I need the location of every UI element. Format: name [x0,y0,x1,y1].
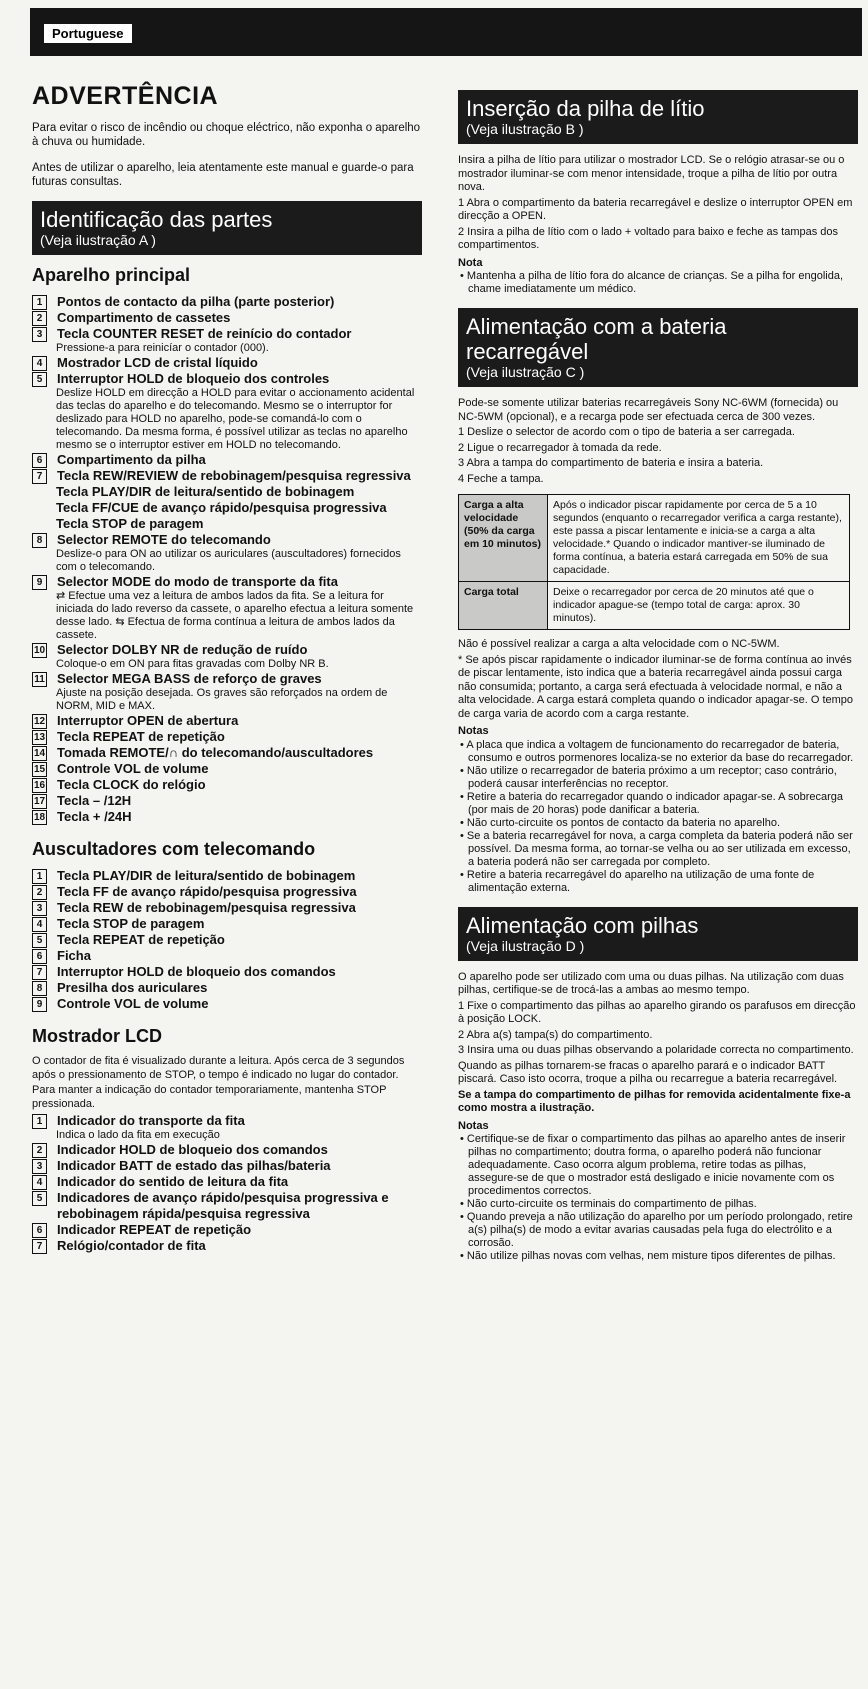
lcd-heading: Mostrador LCD [32,1026,162,1046]
right-column [458,90,858,1263]
headphones-item [32,932,422,948]
batteries-notes-title: Notas [458,1119,489,1132]
note-text: Retire a bateria recarregável do aparelho na utilização de uma fonte de alimentação externa. [466,868,815,894]
main-unit-item [32,310,422,326]
identification-banner [32,201,422,255]
lcd-item [32,1174,422,1190]
headphones-item [32,996,422,1012]
rechargeable-banner [458,308,858,387]
lithium-title: Inserção da pilha de lítio [466,96,705,121]
headphones-item [32,868,422,884]
lithium-step: 1 Abra o compartimento da bateria recarregável e deslize o interruptor OPEN em direcção a OPEN. [458,196,853,222]
lithium-banner [458,90,858,144]
main-unit-item [32,452,422,468]
headphones-item [32,964,422,980]
item-label: Mostrador LCD de cristal líquido [57,355,258,370]
charge-table-label: Carga total [459,582,548,630]
item-subline: Tecla STOP de paragem [56,516,204,531]
item-number-box: 6 [32,949,47,964]
item-label: Tecla REPEAT de repetição [57,932,225,947]
note-bullet: • Não utilize o recarregador de bateria próximo a um receptor; caso contrário, poderá causar interferências no receptor. [460,764,837,790]
item-number-box: 12 [33,716,46,727]
note-bullet: • Não utilize pilhas novas com velhas, nem misture tipos diferentes de pilhas. [460,1250,836,1262]
item-label: Tecla REPEAT de repetição [57,729,225,744]
item-number-box: 6 [32,453,47,468]
main-unit-item [32,468,422,532]
main-unit-item [32,294,422,310]
item-label: Tecla FF de avanço rápido/pesquisa progressiva [57,884,357,899]
item-label: Tecla + /24H [57,809,132,824]
item-label: Relógio/contador de fita [57,1238,206,1253]
rechargeable-step: 2 Ligue o recarregador à tomada da rede. [458,441,662,454]
lcd-item [32,1158,422,1174]
item-label: Indicadores de avanço rápido/pesquisa progressiva e rebobinagem rápida/pesquisa regressiva [57,1190,389,1221]
item-number-box: 8 [32,981,47,996]
item-description: Coloque-o em ON para fitas gravadas com Dolby NR B. [56,658,329,670]
item-label: Interruptor HOLD de bloqueio dos controles [57,371,330,386]
item-label: Indicador REPEAT de repetição [57,1222,252,1237]
main-unit-item [32,793,422,809]
headphones-item [32,884,422,900]
note-text: Quando preveja a não utilização do aparelho por um período prolongado, retire a(s) pilha(s) de modo a evitar avarias causadas pela fuga do electrólito e a corrosão. [466,1211,853,1249]
main-unit-item [32,671,422,713]
item-number-box: 7 [32,469,47,484]
charge-table-text: Deixe o recarregador por cerca de 20 minutos até que o indicador apague-se (tempo total de carga: aprox. 30 minutos). [548,582,850,630]
item-label: Tecla STOP de paragem [57,916,205,931]
headphones-item [32,948,422,964]
item-number-box: 13 [33,732,46,743]
batteries-step: 2 Abra a(s) tampa(s) do compartimento. [458,1028,653,1041]
main-unit-item [32,729,422,745]
item-label: Tecla REW/REVIEW de rebobinagem/pesquisa regressiva [57,468,411,483]
warning-paragraph: Para evitar o risco de incêndio ou choque eléctrico, não exponha o aparelho à chuva ou humidade. [32,122,421,148]
item-description: Deslize-o para ON ao utilizar os auriculares (auscultadores) fornecidos com o telecomando. [56,548,401,573]
item-label: Tomada REMOTE/∩ do telecomando/auscultadores [57,745,374,760]
item-number-box: 18 [33,812,46,823]
batteries-lid: Se a tampa do compartimento de pilhas for removida acidentalmente fixe-a como mostra a ilustração. [458,1088,851,1114]
item-number-box: 4 [32,356,47,371]
note-bullet: • Certifique-se de fixar o compartimento das pilhas ao aparelho antes de inserir pilhas no compartimento; doutra forma, o aparelho poderá não funcionar adequadamente. Caso ocorra algum problema, retire todas as pilhas, assegure-se de que o mostrador está desligado e inicie novamente com os procedimentos correctos. [460,1133,846,1197]
warning-title: ADVERTÊNCIA [32,82,219,110]
item-number-box: 2 [32,1143,47,1158]
lithium-note: • Mantenha a pilha de lítio fora do alcance de crianças. Se a pilha for engolida, chame imediatamente um médico. [460,270,844,295]
note-text: Retire a bateria do recarregador quando o indicador apagar-se. A sobrecarga (por mais de 20 horas) pode danificar a bateria. [466,790,843,816]
rechargeable-step: 1 Deslize o selector de acordo com o tipo de bateria a ser carregada. [458,426,795,438]
top-bar [30,8,862,56]
item-label: Selector MODE do modo de transporte da fita [57,574,338,589]
identification-title: Identificação das partes [40,207,273,232]
item-number-box: 7 [32,1239,47,1254]
item-label: Controle VOL de volume [57,996,209,1011]
item-label: Indicador BATT de estado das pilhas/bateria [57,1158,331,1173]
main-unit-list [32,294,422,825]
lcd-item [32,1238,422,1254]
headphones-heading: Auscultadores com telecomando [32,839,316,859]
main-unit-item [32,809,422,825]
lithium-note-title: Nota [458,256,483,269]
main-unit-item [32,532,422,574]
rechargeable-notes-title: Notas [458,725,489,737]
item-number-box: 7 [32,965,47,980]
identification-subtitle: (Veja ilustração A ) [40,232,156,248]
item-label: Compartimento da pilha [57,452,206,467]
charge-table-label: Carga a alta velocidade (50% da carga em 10 minutos) [459,495,548,582]
note-text: Não curto-circuite os pontos de contacto da bateria no aparelho. [466,816,781,829]
batteries-weak: Quando as pilhas tornarem-se fracas o aparelho parará e o indicador BATT piscará. Caso isto ocorra, troque a pilha ou recarregue a bateria recarregável. [458,1059,838,1085]
item-label: Tecla REW de rebobinagem/pesquisa regressiva [57,900,356,915]
lcd-item [32,1222,422,1238]
item-number-box: 5 [32,372,47,387]
item-label: Tecla COUNTER RESET de reinício do contador [57,326,352,341]
item-number-box: 3 [32,327,47,342]
item-description: Ajuste na posição desejada. Os graves são reforçados na ordem de NORM, MID e MAX. [56,687,388,712]
item-label: Presilha dos auriculares [57,980,208,995]
batteries-step: 3 Insira uma ou duas pilhas observando a polaridade correcta no compartimento. [458,1044,854,1056]
item-label: Controle VOL de volume [57,761,209,776]
item-label: Tecla PLAY/DIR de leitura/sentido de bobinagem [57,868,356,883]
headphones-list [32,868,422,1012]
rechargeable-step: 3 Abra a tampa do compartimento de bateria e insira a bateria. [458,457,764,469]
item-number-box: 1 [32,1114,47,1129]
item-number-box: 1 [32,295,47,310]
batteries-step: 1 Fixe o compartimento das pilhas ao aparelho girando os parafusos em direcção à posição LOCK. [458,999,856,1025]
item-number-box: 5 [32,933,47,948]
batteries-notes [458,1133,858,1263]
item-description: Pressione-a para reinicíar o contador (000). [56,342,269,354]
lithium-paragraph: Insira a pilha de lítio para utilizar o mostrador LCD. Se o relógio atrasar-se ou o mostrador iluminar-se com menor intensidade, troque a pilha de lítio por outra nova. [458,154,845,193]
lcd-paragraph: Para manter a indicação do contador temporariamente, mantenha STOP pressionada. [32,1084,387,1110]
lcd-paragraph: O contador de fita é visualizado durante a leitura. Após cerca de 3 segundos após o pressionamento de STOP, o tempo é indicado no lugar do contador. [32,1055,405,1081]
note-bullet: • Não curto-circuite os terminais do compartimento de pilhas. [460,1198,757,1210]
note-bullet: • A placa que indica a voltagem de funcionamento do recarregador de bateria, consumo e outros pormenores localiza-se no exterior da base do recarregador. [460,738,854,764]
item-label: Compartimento de cassetes [57,310,231,325]
item-label: Tecla CLOCK do relógio [57,777,206,792]
charge-table-row [459,582,850,630]
rechargeable-title: Alimentação com a bateria recarregável [466,314,727,364]
batteries-subtitle: (Veja ilustração D ) [466,937,585,954]
item-label: Indicador do transporte da fita [57,1113,245,1128]
item-subline: Tecla PLAY/DIR de leitura/sentido de bobinagem [56,484,355,499]
rechargeable-notes [458,739,858,895]
item-label: Tecla – /12H [57,793,132,808]
item-number-box: 1 [32,869,47,884]
rechargeable-intro: Pode-se somente utilizar baterias recarregáveis Sony NC-6WM (fornecida) ou NC-5WM (opcional), e a recarga pode ser efectuada cerca de 300 vezes. [458,397,839,423]
item-label: Interruptor OPEN de abertura [57,713,239,728]
item-number-box: 2 [32,311,47,326]
lcd-item [32,1113,422,1142]
lithium-step: 2 Insira a pilha de lítio com o lado + voltado para baixo e feche as tampas dos compartimentos. [458,225,839,251]
lcd-list [32,1113,422,1254]
item-number-box: 3 [32,1159,47,1174]
item-number-box: 3 [32,901,47,916]
item-number-box: 14 [33,748,46,759]
main-unit-heading: Aparelho principal [32,265,191,285]
item-number-box: 16 [33,780,46,791]
item-label: Ficha [57,948,91,963]
charge-table [458,494,850,630]
item-number-box: 4 [32,1175,47,1190]
note-text: Não utilize pilhas novas com velhas, nem misture tipos diferentes de pilhas. [466,1250,836,1262]
lithium-subtitle: (Veja ilustração B ) [466,121,584,137]
note-text: A placa que indica a voltagem de funcionamento do recarregador de bateria, consumo e outros pormenores localiza-se no exterior da base do recarregador. [466,738,854,764]
note-bullet: • Quando preveja a não utilização do aparelho por um período prolongado, retire a(s) pilha(s) de modo a evitar avarias causadas pela fuga do electrólito e a corrosão. [460,1211,853,1249]
note-bullet: • Se a bateria recarregável for nova, a carga completa da bateria poderá não ser possível. Da mesma forma, ao tornar-se velha ou ao ser utilizada em excesso, a bateria poderá não ser carregada por completo. [460,829,853,868]
language-label: Portuguese [44,24,132,43]
main-unit-item [32,745,422,761]
rechargeable-subtitle: (Veja ilustração C ) [466,364,585,380]
note-text: Não utilize o recarregador de bateria próximo a um receptor; caso contrário, poderá causar interferências no receptor. [466,764,837,790]
item-label: Pontos de contacto da pilha (parte posterior) [57,294,335,309]
note-text: Se a bateria recarregável for nova, a carga completa da bateria poderá não ser possível. Da mesma forma, ao tornar-se velha ou ao ser utilizada em excesso, a bateria poderá não ser carregada por completo. [466,829,853,868]
item-number-box: 4 [32,917,47,932]
main-unit-item [32,761,422,777]
main-unit-item [32,574,422,642]
lcd-item [32,1142,422,1158]
item-number-box: 5 [32,1191,47,1206]
item-description: Indica o lado da fita em execução [56,1129,220,1141]
batteries-intro: O aparelho pode ser utilizado com uma ou duas pilhas. Na utilização com duas pilhas, certifique-se de trocá-las a ambas ao mesmo tempo. [458,970,844,996]
headphones-item [32,980,422,996]
note-text: Não curto-circuite os terminais do compartimento de pilhas. [466,1198,757,1210]
item-number-box: 9 [32,575,47,590]
item-number-box: 17 [33,796,46,807]
item-number-box: 8 [32,533,47,548]
item-number-box: 10 [33,645,46,656]
main-unit-item [32,777,422,793]
item-label: Indicador do sentido de leitura da fita [57,1174,289,1189]
headphones-item [32,900,422,916]
item-number-box: 9 [32,997,47,1012]
note-bullet: • Não curto-circuite os pontos de contacto da bateria no aparelho. [460,816,781,829]
item-number-box: 6 [32,1223,47,1238]
item-number-box: 2 [32,885,47,900]
item-number-box: 11 [32,672,47,687]
left-column [32,82,422,1254]
charge-table-text: Após o indicador piscar rapidamente por cerca de 5 a 10 segundos (enquanto o recarregador verifica a carga restante), este passa a piscar lentamente e inicia-se a carga a alta velocidade.* Quando o indicador mantiver-se iluminado de forma contínua, a bateria estará carregada em 50% de sua capacidade. [548,495,850,582]
main-unit-item [32,355,422,371]
item-label: Selector REMOTE do telecomando [57,532,271,547]
rechargeable-after: Não é possível realizar a carga a alta velocidade com o NC-5WM. [458,638,780,650]
batteries-banner [458,907,858,961]
item-label: Selector DOLBY NR de redução de ruído [57,642,308,657]
rechargeable-after: * Se após piscar rapidamente o indicador iluminar-se de forma contínua ao invés de piscar lentamente, isto indica que a bateria recarregável ainda possui carga não consumida; portanto, a carga será efectuada à velocidade normal, e não a alta velocidade. A carga estará completa quando o indicador apagar-se. O tempo de carga varia de acordo com a carga restante. [458,653,854,720]
main-unit-item [32,371,422,452]
main-unit-item [32,713,422,729]
item-subline: Tecla FF/CUE de avanço rápido/pesquisa progressiva [56,500,387,515]
note-text: Certifique-se de fixar o compartimento das pilhas ao aparelho antes de inserir pilhas no compartimento; doutra forma, o aparelho poderá não funcionar adequadamente. Caso ocorra algum problema, retire todas as pilhas, assegure-se de que o mostrador está desligado e inicie novamente com os procedimentos correctos. [466,1133,846,1197]
item-label: Indicador HOLD de bloqueio dos comandos [57,1142,328,1157]
main-unit-item [32,642,422,671]
lcd-item [32,1190,422,1222]
main-unit-item [32,326,422,355]
item-label: Interruptor HOLD de bloqueio dos comandos [57,964,336,979]
item-description: Deslize HOLD em direcção a HOLD para evitar o accionamento acidental das teclas do aparelho e do telecomando. Mesmo se o interruptor for deslizado para HOLD no aparelho, pode-se comandá-lo com o telecomando. Da mesma forma, é possível utilizar as teclas no aparelho mesmo se o interruptor estiver em HOLD no telecomando. [56,387,415,451]
item-description: ⇄ Efectue uma vez a leitura de ambos lados da fita. Se a leitura for iniciada do lado reverso da cassete, o aparelho efectua a leitura somente desse lado. ⇆ Efectua de forma contínua a leitura de ambos lados da cassete. [56,590,414,641]
charge-table-row [459,495,850,582]
item-number-box: 15 [33,764,46,775]
warning-paragraph: Antes de utilizar o aparelho, leia atentamente este manual e guarde-o para futuras consultas. [32,162,414,188]
note-bullet: • Retire a bateria do recarregador quando o indicador apagar-se. A sobrecarga (por mais de 20 horas) pode danificar a bateria. [460,790,843,816]
batteries-title: Alimentação com pilhas [466,912,699,938]
headphones-item [32,916,422,932]
item-label: Selector MEGA BASS de reforço de graves [57,671,322,686]
note-bullet: • Retire a bateria recarregável do aparelho na utilização de uma fonte de alimentação externa. [460,868,815,894]
rechargeable-step: 4 Feche a tampa. [458,472,544,485]
